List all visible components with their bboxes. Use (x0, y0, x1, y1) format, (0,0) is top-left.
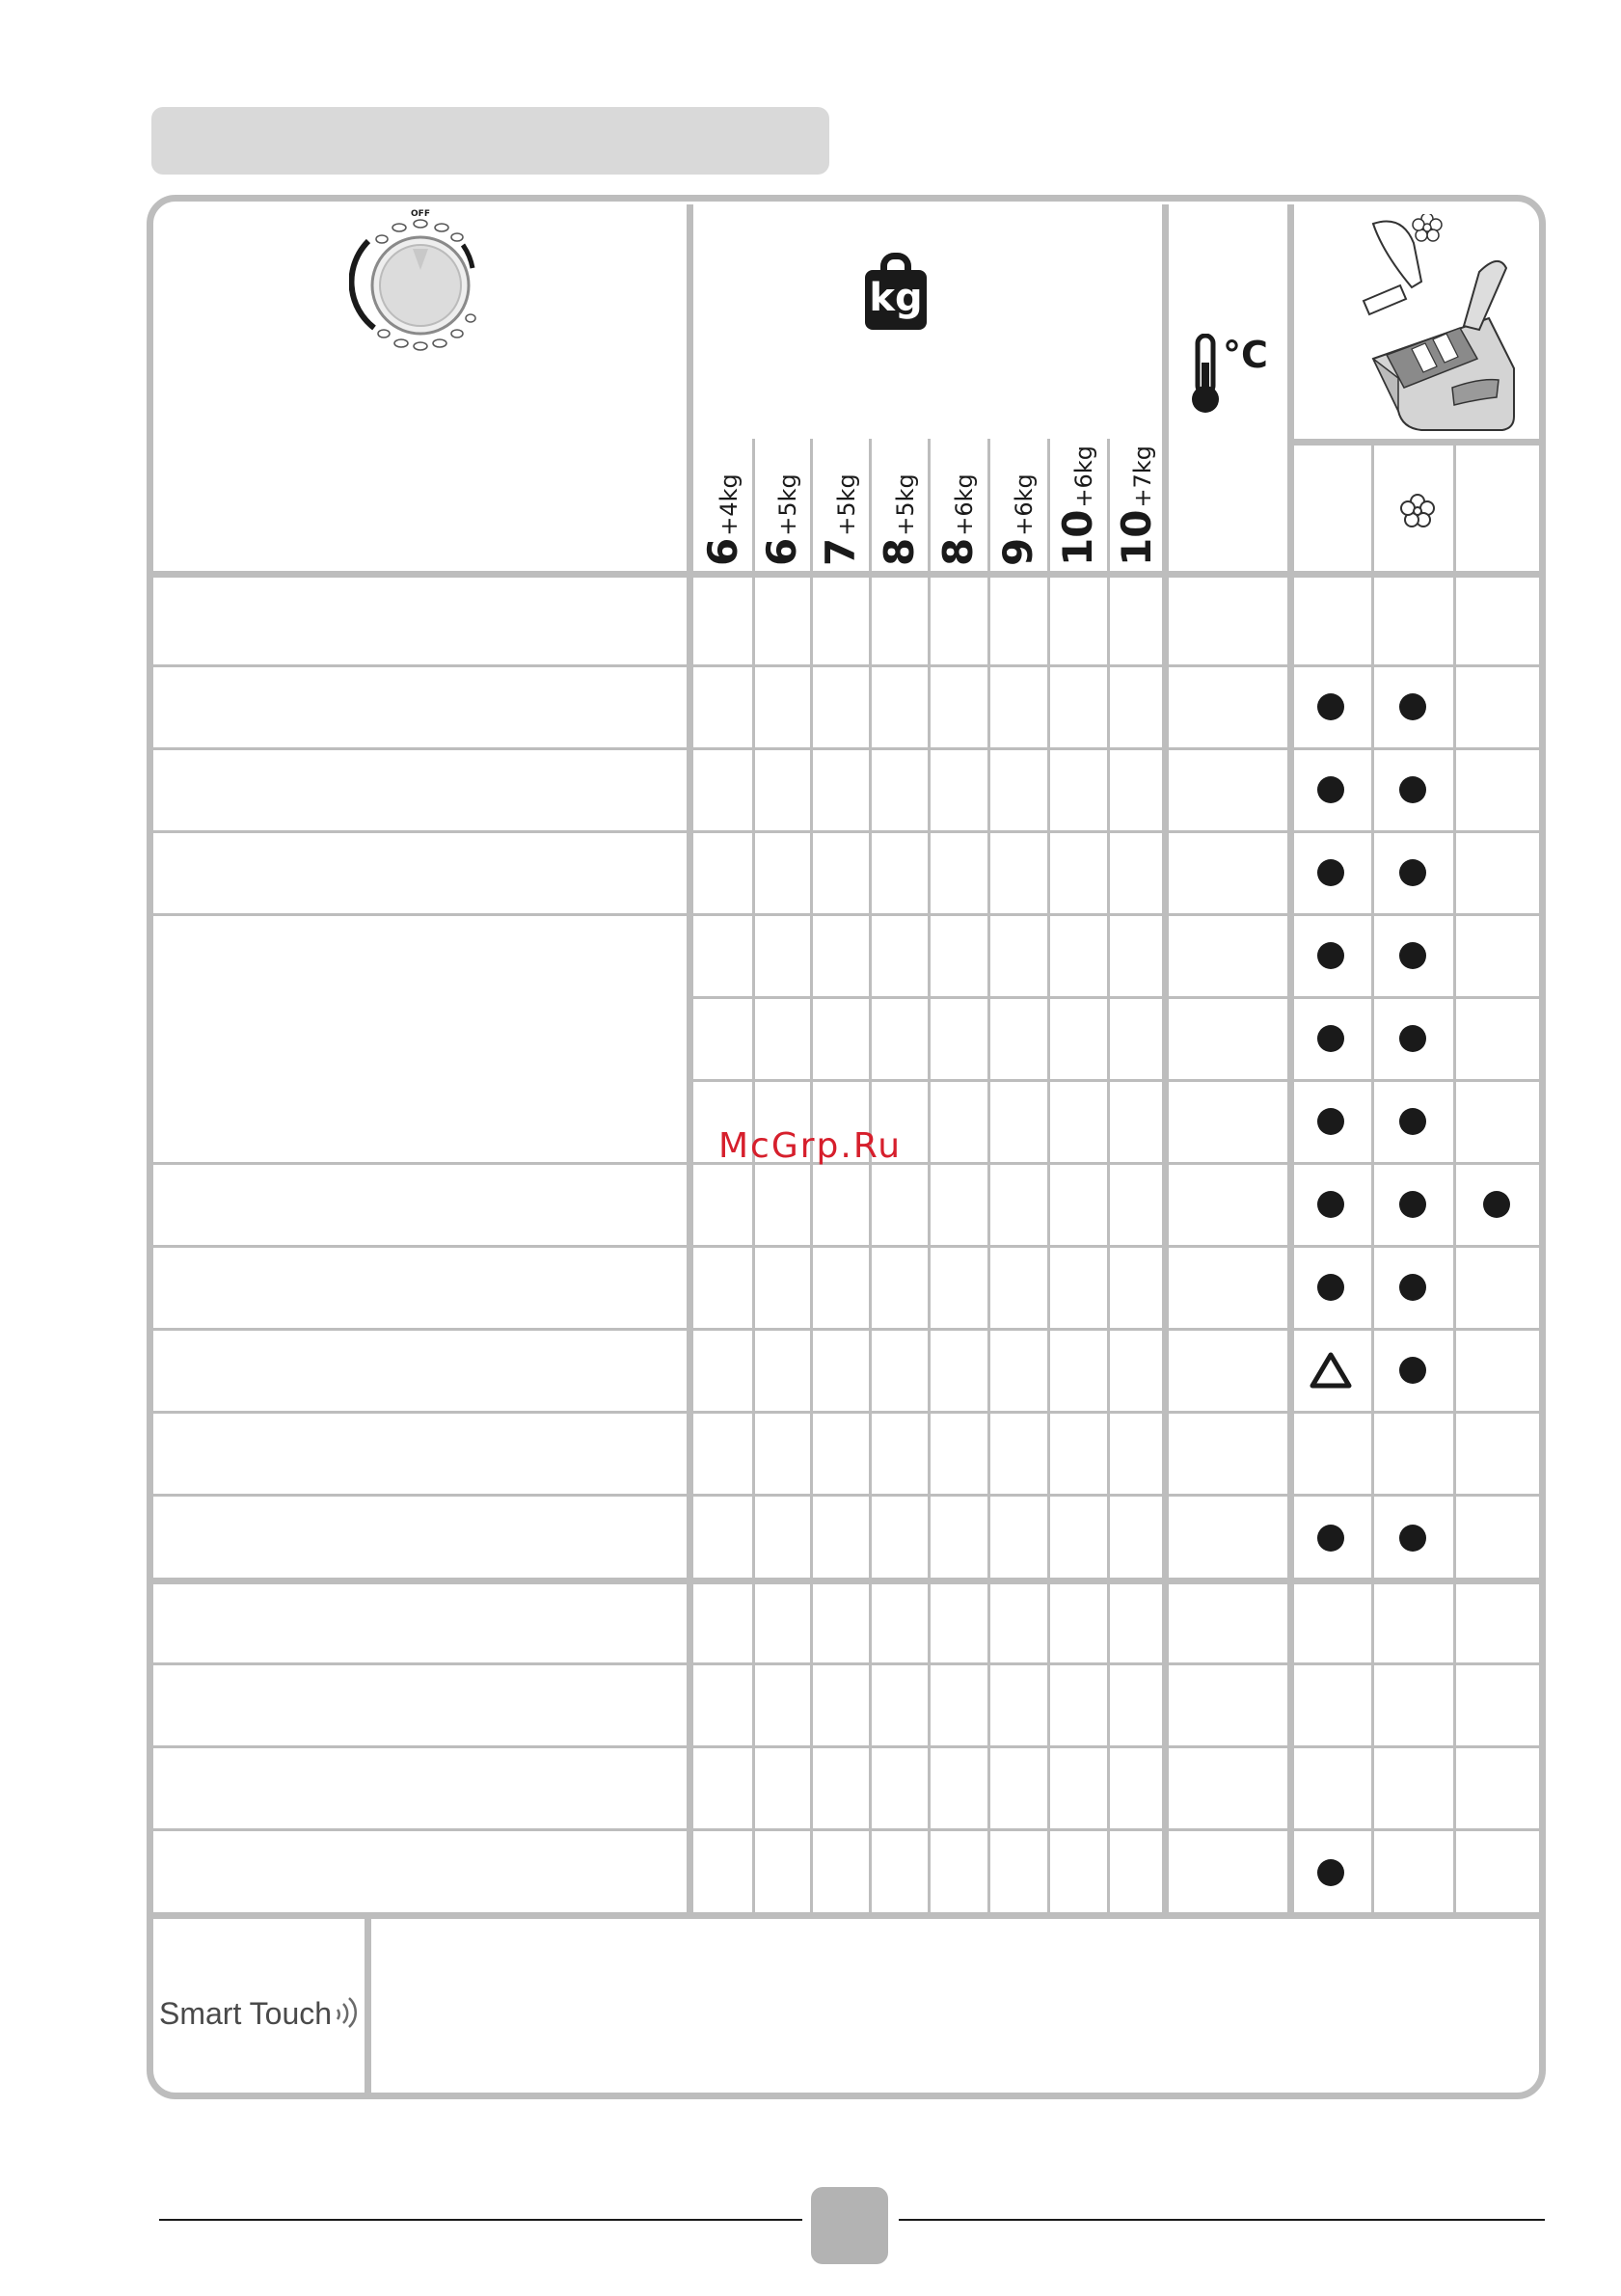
row-divider (153, 1245, 1539, 1248)
dot-mark (1317, 693, 1344, 720)
capacity-main: 10 (1054, 509, 1101, 566)
dot-mark (1399, 776, 1426, 803)
kg-label: kg (865, 270, 927, 330)
dot-mark (1399, 1025, 1426, 1052)
detergent-header-divider (1290, 439, 1539, 446)
capacity-column-divider (869, 439, 872, 1915)
detergent-drawer-icon (1344, 214, 1522, 438)
row-divider (153, 830, 1539, 833)
row-divider (153, 1328, 1539, 1331)
dot-mark (1399, 1525, 1426, 1552)
dot-mark (1317, 1859, 1344, 1886)
capacity-label (693, 436, 751, 566)
dot-mark (1399, 942, 1426, 969)
temperature-detergent-divider (1287, 204, 1294, 1915)
capacity-label (1107, 436, 1165, 566)
capacity-column-divider (1047, 439, 1050, 1915)
capacity-extra: +4kg (716, 473, 743, 536)
capacity-temperature-divider (1162, 204, 1169, 1915)
capacity-main: 7 (816, 537, 864, 566)
capacity-main: 6 (758, 537, 805, 566)
capacity-column-divider (928, 439, 931, 1915)
capacity-label (1048, 436, 1106, 566)
detergent-column-divider (1371, 439, 1374, 1915)
capacity-label (870, 436, 928, 566)
watermark: McGrp.Ru (718, 1126, 903, 1166)
dot-mark (1317, 1025, 1344, 1052)
capacity-main: 6 (699, 537, 746, 566)
row-divider (153, 1411, 1539, 1414)
page-number-box (811, 2187, 888, 2264)
dot-mark (1399, 1191, 1426, 1218)
capacity-main: 8 (875, 537, 923, 566)
capacity-label (811, 436, 869, 566)
flower-softener-icon (1396, 490, 1439, 532)
capacity-column-divider (752, 439, 755, 1915)
thermometer-icon (1186, 334, 1268, 415)
capacity-extra: +5kg (832, 473, 860, 536)
wireless-signal-icon (334, 1996, 359, 2029)
dot-mark (1399, 1108, 1426, 1135)
dot-mark (1317, 776, 1344, 803)
detergent-column-divider (1453, 439, 1456, 1915)
header-divider (153, 571, 1539, 578)
dot-mark (1399, 859, 1426, 886)
dot-mark (1483, 1191, 1510, 1218)
row-divider (153, 913, 1539, 916)
capacity-extra: +6kg (1070, 446, 1097, 508)
dot-mark (1317, 859, 1344, 886)
title-bar (151, 107, 829, 175)
dot-mark (1399, 693, 1426, 720)
dial-off-label: OFF (411, 209, 430, 219)
smart-touch-logo (159, 1996, 366, 2039)
capacity-main: 9 (994, 537, 1041, 566)
row-divider (153, 664, 1539, 667)
row-divider (153, 1494, 1539, 1497)
weight-icon (865, 253, 927, 330)
footer-divider (153, 1912, 1539, 1919)
dot-mark (1317, 1191, 1344, 1218)
celsius-label: °C (1223, 334, 1268, 376)
row-divider (153, 1828, 1539, 1831)
capacity-label (929, 436, 986, 566)
dot-mark (1317, 1108, 1344, 1135)
row-divider (692, 996, 1539, 999)
capacity-column-divider (1107, 439, 1110, 1915)
footer-rule-left (159, 2219, 802, 2221)
smart-touch-label: Smart Touch (159, 1996, 333, 2031)
capacity-extra: +6kg (951, 473, 978, 536)
capacity-extra: +5kg (774, 473, 801, 536)
dot-mark (1317, 942, 1344, 969)
capacity-label (988, 436, 1046, 566)
dot-mark (1317, 1274, 1344, 1301)
program-dial-icon (349, 206, 492, 351)
capacity-main: 8 (934, 537, 982, 566)
dot-mark (1399, 1357, 1426, 1384)
row-divider (153, 1662, 1539, 1665)
capacity-main: 10 (1113, 509, 1160, 566)
capacity-column-divider (987, 439, 990, 1915)
row-divider (692, 1079, 1539, 1082)
row-divider (153, 747, 1539, 750)
dot-mark (1399, 1274, 1426, 1301)
capacity-label (752, 436, 810, 566)
capacity-extra: +7kg (1129, 446, 1156, 508)
capacity-column-divider (810, 439, 813, 1915)
row-divider (153, 1745, 1539, 1748)
footer-rule-right (899, 2219, 1545, 2221)
triangle-mark (1309, 1351, 1353, 1390)
label-column-divider (687, 204, 693, 1915)
capacity-extra: +5kg (891, 473, 919, 536)
capacity-extra: +6kg (1011, 473, 1038, 536)
row-divider (153, 1578, 1539, 1584)
dot-mark (1317, 1525, 1344, 1552)
